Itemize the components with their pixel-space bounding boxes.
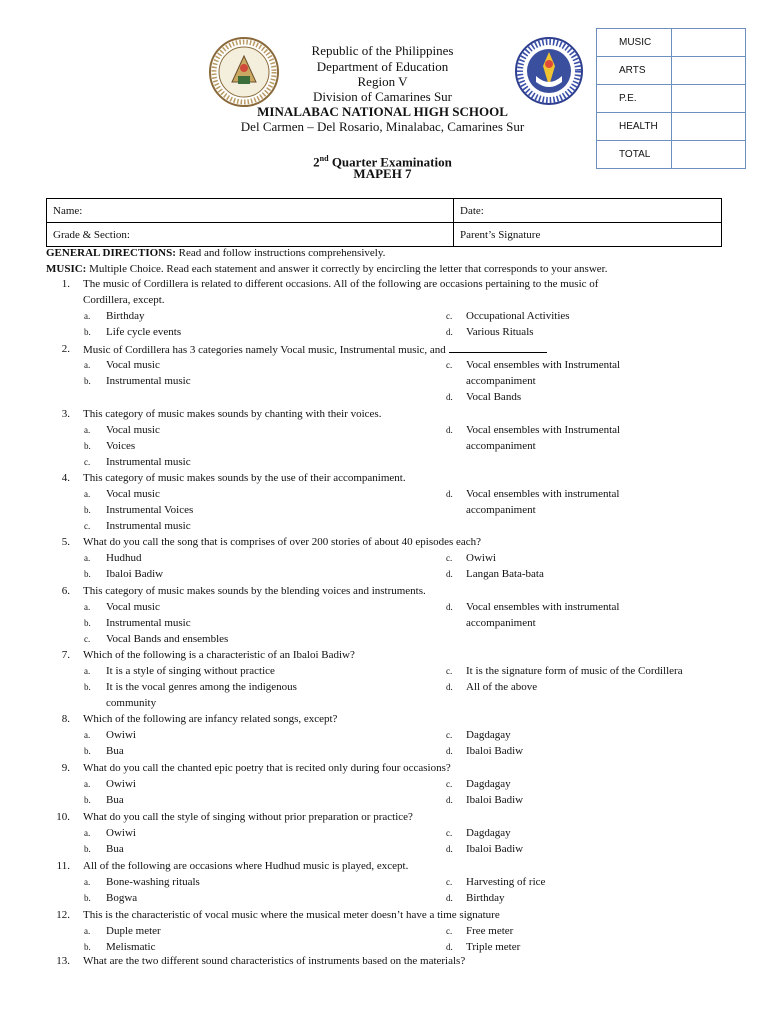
score-cell[interactable]	[672, 85, 746, 113]
choice-text: Vocal music	[106, 601, 160, 613]
choice-letter[interactable]: c.	[446, 553, 453, 563]
choice-letter[interactable]: c.	[446, 926, 453, 936]
grade-section-field[interactable]: Grade & Section:	[47, 223, 454, 247]
choice-text: accompaniment	[466, 617, 536, 629]
exam-title: 2nd Quarter Examination	[313, 154, 452, 170]
choice-letter[interactable]: d.	[446, 844, 453, 854]
choice-text: Vocal ensembles with Instrumental	[466, 359, 621, 371]
score-label: MUSIC	[597, 29, 672, 57]
question-text: What do you call the chanted epic poetry that is recited only during four occasions?	[83, 762, 451, 774]
choice-text: Owiwi	[106, 827, 136, 839]
choice-text: Ibaloi Badiw	[106, 568, 164, 580]
choice-text: Vocal music	[106, 424, 160, 436]
choice-letter[interactable]: b.	[84, 844, 91, 854]
choice-text: Various Rituals	[466, 326, 534, 338]
question-text: What do you call the style of singing without prior preparation or practice?	[83, 811, 413, 823]
score-cell[interactable]	[672, 113, 746, 141]
choice-text: Vocal Bands and ensembles	[106, 633, 229, 645]
choice-text: Bone-washing rituals	[106, 876, 200, 888]
choice-letter[interactable]: b.	[84, 942, 91, 952]
exam-subject: MAPEH 7	[353, 166, 412, 181]
student-info-table	[46, 198, 722, 247]
choice-text: Vocal ensembles with Instrumental	[466, 424, 621, 436]
choice-letter[interactable]: c.	[84, 634, 91, 644]
choice-text: Instrumental music	[106, 375, 191, 387]
question-number: 10.	[56, 811, 70, 823]
choice-text: Vocal music	[106, 359, 160, 371]
choice-letter[interactable]: b.	[84, 618, 91, 628]
header-department: Department of Education	[316, 59, 449, 74]
choice-letter[interactable]: b.	[84, 441, 91, 451]
choice-text: Instrumental Voices	[106, 504, 194, 516]
choice-letter[interactable]: b.	[84, 505, 91, 515]
choice-letter[interactable]: d.	[446, 425, 453, 435]
choice-letter[interactable]: a.	[84, 926, 91, 936]
choice-text: Free meter	[466, 925, 514, 937]
choice-letter[interactable]: d.	[446, 569, 453, 579]
choice-letter[interactable]: b.	[84, 569, 91, 579]
choice-text: accompaniment	[466, 440, 536, 452]
choice-letter[interactable]: a.	[84, 489, 91, 499]
question-number: 13.	[56, 955, 70, 967]
choice-text: It is a style of singing without practice	[106, 665, 275, 677]
choice-text: Vocal Bands	[466, 391, 522, 403]
choice-letter[interactable]: a.	[84, 730, 91, 740]
answer-blank[interactable]	[449, 343, 547, 353]
choice-text: Voices	[106, 440, 136, 452]
choice-letter[interactable]: a.	[84, 360, 91, 370]
choice-letter[interactable]: c.	[446, 360, 453, 370]
choice-letter[interactable]: b.	[84, 893, 91, 903]
choice-letter[interactable]: a.	[84, 666, 91, 676]
question-number: 2.	[61, 343, 70, 355]
choice-text: Bogwa	[106, 892, 138, 904]
choice-letter[interactable]: c.	[84, 521, 91, 531]
question-text: What are the two different sound characteristics of instruments based on the materials?	[83, 955, 466, 967]
question-text	[83, 343, 547, 356]
choice-letter[interactable]: c.	[446, 828, 453, 838]
choice-text: Owiwi	[466, 552, 496, 564]
choice-text: Instrumental music	[106, 456, 191, 468]
choice-letter[interactable]: c.	[446, 877, 453, 887]
question-text: The music of Cordillera is related to different occasions. All of the following are occasions pertaining to the music of	[83, 278, 599, 290]
score-label: TOTAL	[597, 141, 672, 169]
choice-letter[interactable]: a.	[84, 425, 91, 435]
question-number: 1.	[61, 278, 70, 290]
general-directions: GENERAL DIRECTIONS: Read and follow instructions comprehensively.	[46, 247, 386, 259]
choice-letter[interactable]: b.	[84, 327, 91, 337]
choice-letter[interactable]: d.	[446, 682, 453, 692]
choice-text: Instrumental music	[106, 520, 191, 532]
choice-letter[interactable]: d.	[446, 942, 453, 952]
choice-text: community	[106, 697, 157, 709]
choice-letter[interactable]: c.	[446, 666, 453, 676]
choice-text: Dagdagay	[466, 729, 511, 741]
score-label: HEALTH	[597, 113, 672, 141]
choice-text: Owiwi	[106, 729, 136, 741]
choice-letter[interactable]: d.	[446, 795, 453, 805]
question-text: Which of the following is a characteristic of an Ibaloi Badiw?	[83, 649, 355, 661]
choice-text: Triple meter	[466, 941, 521, 953]
choice-letter[interactable]: b.	[84, 682, 91, 692]
choice-letter[interactable]: d.	[446, 327, 453, 337]
choice-letter[interactable]: a.	[84, 828, 91, 838]
choice-text: Dagdagay	[466, 827, 511, 839]
choice-letter[interactable]: d.	[446, 489, 453, 499]
question-number: 11.	[56, 860, 70, 872]
score-cell[interactable]	[672, 29, 746, 57]
choice-letter[interactable]: d.	[446, 392, 453, 402]
choice-text: All of the above	[466, 681, 538, 693]
choice-text: Vocal ensembles with instrumental	[466, 601, 620, 613]
question-number: 9.	[61, 762, 70, 774]
choice-letter[interactable]: c.	[446, 730, 453, 740]
choice-text: Instrumental music	[106, 617, 191, 629]
header-region: Region V	[357, 74, 408, 89]
choice-text: accompaniment	[466, 504, 536, 516]
date-field[interactable]: Date:	[454, 199, 722, 223]
school-address: Del Carmen – Del Rosario, Minalabac, Camarines Sur	[240, 119, 525, 134]
header-republic: Republic of the Philippines	[311, 43, 454, 58]
choice-text: Owiwi	[106, 778, 136, 790]
choice-letter[interactable]: d.	[446, 746, 453, 756]
choice-text: Vocal music	[106, 488, 160, 500]
choice-letter[interactable]: c.	[446, 779, 453, 789]
choice-text: Hudhud	[106, 552, 142, 564]
choice-letter[interactable]: a.	[84, 553, 91, 563]
question-number: 4.	[61, 472, 70, 484]
choice-letter[interactable]: a.	[84, 311, 91, 321]
choice-letter[interactable]: b.	[84, 795, 91, 805]
name-field[interactable]: Name:	[47, 199, 454, 223]
question-text: Which of the following are infancy related songs, except?	[83, 713, 338, 725]
choice-letter[interactable]: b.	[84, 746, 91, 756]
question-text: This category of music makes sounds by the use of their accompaniment.	[83, 472, 406, 484]
choice-letter[interactable]: c.	[84, 457, 91, 467]
choice-text: Life cycle events	[106, 326, 182, 338]
choice-letter[interactable]: d.	[446, 602, 453, 612]
school-name: MINALABAC NATIONAL HIGH SCHOOL	[257, 104, 508, 119]
question-text: This category of music makes sounds by the blending voices and instruments.	[83, 585, 426, 597]
question-text: All of the following are occasions where Hudhud music is played, except.	[83, 860, 409, 872]
score-label: P.E.	[597, 85, 672, 113]
choice-text: Vocal ensembles with instrumental	[466, 488, 620, 500]
score-cell[interactable]	[672, 57, 746, 85]
score-table	[596, 28, 746, 169]
question-number: 3.	[61, 408, 70, 420]
score-label: ARTS	[597, 57, 672, 85]
question-number: 7.	[61, 649, 70, 661]
question-text: Cordillera, except.	[83, 294, 165, 306]
parent-signature-field[interactable]: Parent’s Signature	[454, 223, 722, 247]
choice-letter[interactable]: c.	[446, 311, 453, 321]
choice-text: Ibaloi Badiw	[466, 745, 524, 757]
music-directions: MUSIC: Multiple Choice. Read each statement and answer it correctly by encircling the letter that corresponds to your answer.	[46, 263, 608, 275]
question-number: 12.	[56, 909, 70, 921]
choice-text: It is the signature form of music of the Cordillera	[466, 665, 683, 677]
choice-text: Bua	[106, 794, 124, 806]
choice-letter[interactable]: b.	[84, 376, 91, 386]
question-number: 5.	[61, 536, 70, 548]
choice-letter[interactable]: a.	[84, 779, 91, 789]
choice-text: Ibaloi Badiw	[466, 794, 524, 806]
choice-letter[interactable]: d.	[446, 893, 453, 903]
choice-text: accompaniment	[466, 375, 536, 387]
question-number: 6.	[61, 585, 70, 597]
choice-text: Harvesting of rice	[466, 876, 546, 888]
choice-text: Ibaloi Badiw	[466, 843, 524, 855]
question-text: What do you call the song that is comprises of over 200 stories of about 40 episodes each?	[83, 536, 482, 548]
choice-text: Melismatic	[106, 941, 156, 953]
question-text: This is the characteristic of vocal music where the musical meter doesn’t have a time signature	[83, 909, 500, 921]
header-division: Division of Camarines Sur	[312, 89, 452, 104]
score-cell[interactable]	[672, 141, 746, 169]
choice-text: Langan Bata-bata	[466, 568, 544, 580]
choice-text: Birthday	[106, 310, 145, 322]
choice-letter[interactable]: a.	[84, 602, 91, 612]
choice-text: Dagdagay	[466, 778, 511, 790]
choice-text: Bua	[106, 843, 124, 855]
question-text-span: Music of Cordillera has 3 categories namely Vocal music, Instrumental music, and	[83, 344, 446, 356]
choice-text: It is the vocal genres among the indigenous	[106, 681, 297, 693]
choice-text: Bua	[106, 745, 124, 757]
question-number: 8.	[61, 713, 70, 725]
choice-letter[interactable]: a.	[84, 877, 91, 887]
choice-text: Duple meter	[106, 925, 161, 937]
choice-text: Occupational Activities	[466, 310, 570, 322]
choice-text: Birthday	[466, 892, 505, 904]
question-text: This category of music makes sounds by chanting with their voices.	[83, 408, 382, 420]
